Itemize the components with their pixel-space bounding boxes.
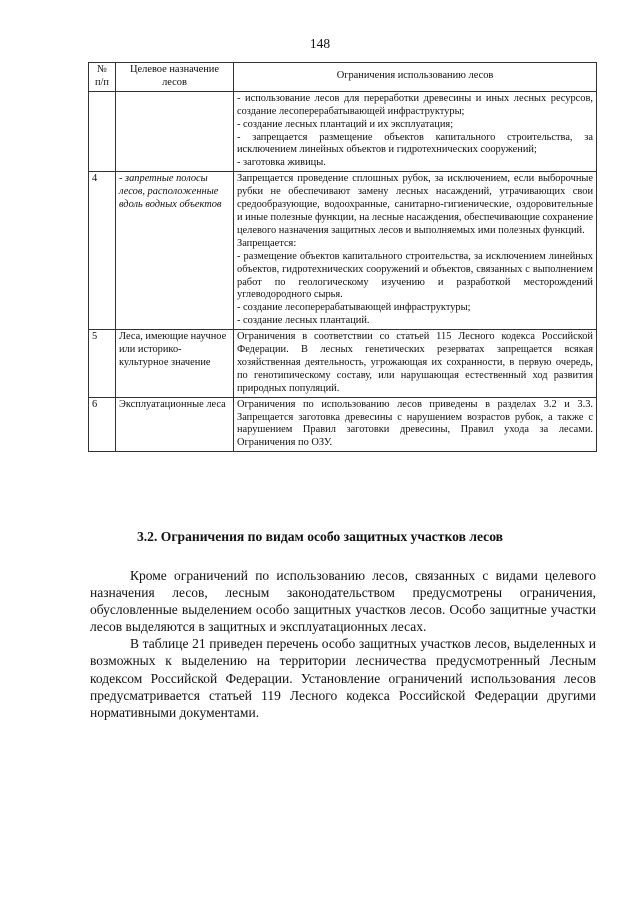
- restriction-line: - создание лесных плантаций и их эксплуатация;: [237, 118, 454, 130]
- table-row: [89, 172, 597, 330]
- restriction-line: - размещение объектов капитального строительства, за исключением линейных объектов, гидротехнических сооружений и объектов, связанных с выполнением работ по геологическому изучению и разработкой месторождений углеводородного сырья.: [237, 250, 593, 301]
- restriction-line: - использование лесов для переработки древесины и иных лесных ресурсов, создание лесоперерабатывающей инфраструктуры;: [237, 92, 593, 117]
- forest-restrictions-table: [88, 62, 597, 452]
- restriction-line: Ограничения по использованию лесов приведены в разделах 3.2 и 3.3. Запрещается заготовка древесины с нарушением возрастов рубок, а также с нарушением Правил заготовки древесины, Правил ухода за лесами. Ограничения по ОЗУ.: [237, 398, 593, 449]
- table-row: [89, 330, 597, 398]
- row-number: [89, 91, 116, 171]
- restriction-line: - заготовка живицы.: [237, 157, 326, 169]
- restriction-line: Ограничения в соответствии со статьей 115 Лесного кодекса Российской Федерации. В лесных генетических резерватах запрещается всякая хозяйственная деятельность, угрожающая их сохранности, в первую очередь, по генотипическому составу, или нарушающая естественный ход развития природных популяций.: [237, 331, 593, 394]
- row-number: 5: [89, 330, 116, 398]
- header-restrictions: Ограничения использованию лесов: [234, 63, 597, 92]
- row-number: 6: [89, 397, 116, 452]
- header-purpose: Целевое назначение лесов: [116, 63, 234, 92]
- restriction-line: - создание лесных плантаций.: [237, 315, 370, 327]
- row-purpose: Леса, имеющие научное или историко-культурное значение: [116, 330, 234, 398]
- row-purpose: - запретные полосы лесов, расположенные вдоль водных объектов: [116, 172, 234, 330]
- section-heading: 3.2. Ограничения по видам особо защитных участков лесов: [136, 529, 503, 544]
- header-number: № п/п: [89, 63, 116, 92]
- table-header-row: [89, 63, 597, 92]
- restriction-line: - запрещается размещение объектов капитального строительства, за исключением линейных объектов и гидротехнических сооружений;: [237, 131, 593, 156]
- row-restrictions: [234, 397, 597, 452]
- table-row: [89, 91, 597, 171]
- table-row: [89, 397, 597, 452]
- row-restrictions: [234, 330, 597, 398]
- paragraph: В таблице 21 приведен перечень особо защитных участков лесов, выделенных и возможных к выделению на территории лесничества предусмотренный Лесным кодексом Российской Федерации. Установление ограничений использования лесов предусматривается статьей 119 Лесного кодекса Российской Федерации другими нормативными документами.: [90, 636, 596, 720]
- paragraph: Кроме ограничений по использованию лесов, связанных с видами целевого назначения лесов, лесным законодательством предусмотрены ограничения, обусловленные выделением особо защитных участков лесов. Особо защитные участки лесов выделяются в защитных и эксплуатационных лесах.: [90, 568, 596, 635]
- row-number: 4: [89, 172, 116, 330]
- restriction-line: - создание лесоперерабатывающей инфраструктуры;: [237, 302, 471, 314]
- row-restrictions: [234, 172, 597, 330]
- body-text: [90, 567, 596, 721]
- row-purpose: Эксплуатационные леса: [116, 397, 234, 452]
- row-purpose: [116, 91, 234, 171]
- restriction-line: Запрещается:: [237, 237, 297, 249]
- row-restrictions: [234, 91, 597, 171]
- restriction-line: Запрещается проведение сплошных рубок, за исключением, если выборочные рубки не обеспечивают замену лесных насаждений, утрачивающих свои средообразующие, водоохранные, санитарно-гигиенические, оздоровительные и иные полезные функции, на лесные насаждения, обеспечивающие сохранение целевого назначения защитных лесов и выполняемых ими полезных функций.: [237, 173, 593, 236]
- page-number: 148: [309, 36, 331, 51]
